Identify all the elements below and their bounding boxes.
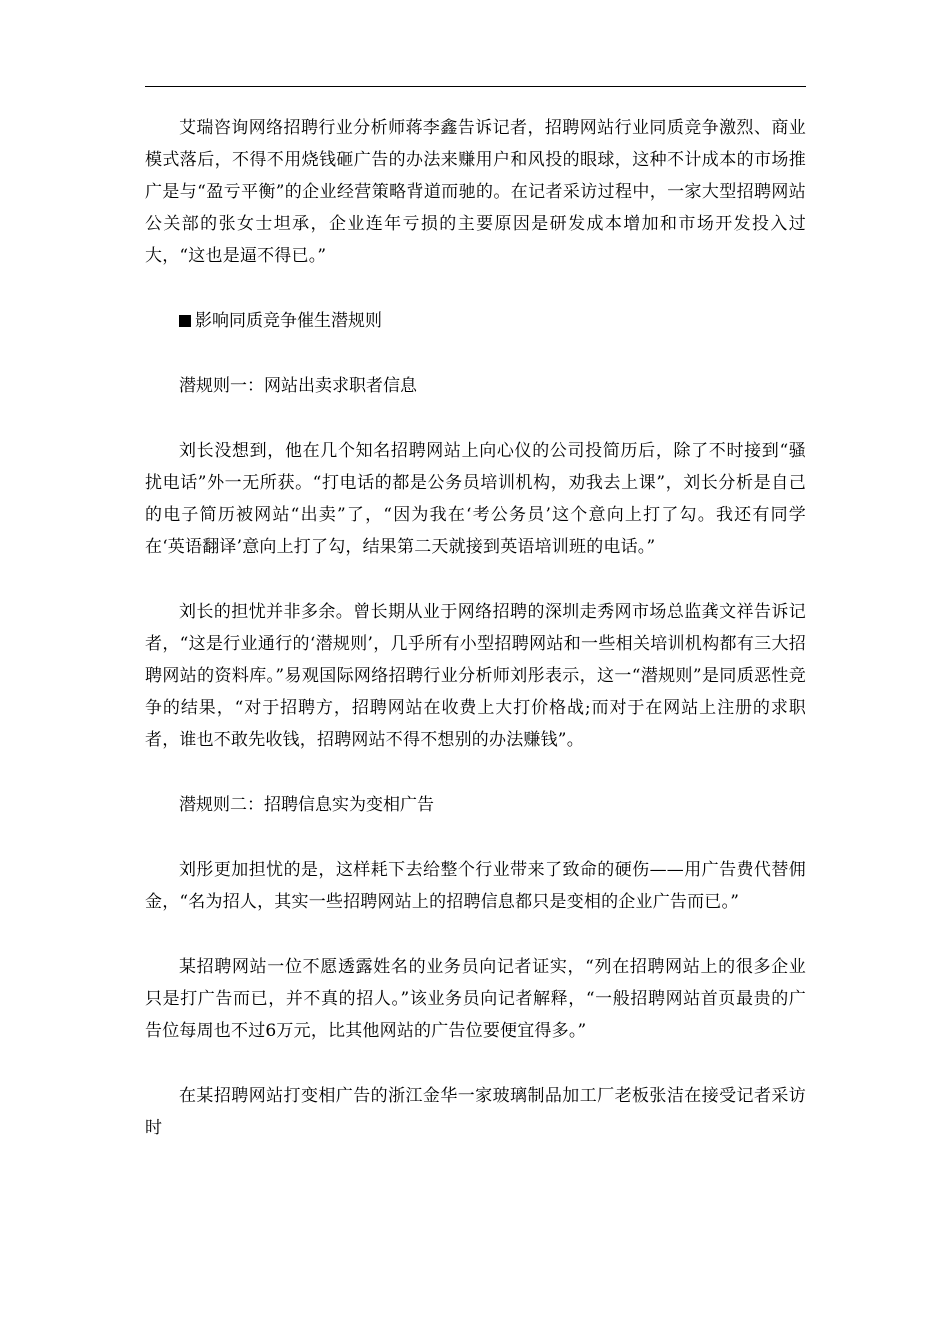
paragraph-gap xyxy=(145,1047,806,1080)
paragraph-6: 在某招聘网站打变相广告的浙江金华一家玻璃制品加工厂老板张洁在接受记者采访时 xyxy=(145,1086,806,1138)
section-heading-text: 影响同质竞争催生潜规则 xyxy=(195,311,382,331)
rule-1-heading: 潜规则一：网站出卖求职者信息 xyxy=(179,376,417,396)
paragraph-gap xyxy=(145,563,806,596)
paragraph-gap xyxy=(145,402,806,435)
paragraph-gap xyxy=(145,821,806,854)
paragraph-4: 刘彤更加担忧的是，这样耗下去给整个行业带来了致命的硬伤——用广告费代替佣金，“名为招人，其实一些招聘网站上的招聘信息都只是变相的企业广告而已。” xyxy=(145,860,806,912)
section-heading xyxy=(145,305,806,337)
paragraph-gap xyxy=(145,272,806,305)
header-rule xyxy=(145,86,806,87)
paragraph-gap xyxy=(145,756,806,789)
paragraph-3: 刘长的担忧并非多余。曾长期从业于网络招聘的深圳走秀网市场总监龚文祥告诉记者，“这是行业通行的‘潜规则’，几乎所有小型招聘网站和一些相关培训机构都有三大招聘网站的资料库。”易观国际网络招聘行业分析师刘彤表示，这一“潜规则”是同质恶性竞争的结果，“对于招聘方，招聘网站在收费上大打价格战;而对于在网站上注册的求职者，谁也不敢先收钱，招聘网站不得不想别的办法赚钱”。 xyxy=(145,602,806,750)
paragraph-5: 某招聘网站一位不愿透露姓名的业务员向记者证实，“列在招聘网站上的很多企业只是打广告而已，并不真的招人。”该业务员向记者解释，“一般招聘网站首页最贵的广告位每周也不过6万元，比其他网站的广告位要便宜得多。” xyxy=(145,957,806,1041)
document-body xyxy=(145,112,806,1144)
paragraph-gap xyxy=(145,337,806,370)
paragraph-gap xyxy=(145,918,806,951)
paragraph-1: 艾瑞咨询网络招聘行业分析师蒋李鑫告诉记者，招聘网站行业同质竞争激烈、商业模式落后，不得不用烧钱砸广告的办法来赚用户和风投的眼球，这种不计成本的市场推广是与“盈亏平衡”的企业经营策略背道而驰的。在记者采访过程中，一家大型招聘网站公关部的张女士坦承，企业连年亏损的主要原因是研发成本增加和市场开发投入过大，“这也是逼不得已。” xyxy=(145,118,806,266)
black-square-icon xyxy=(179,315,191,327)
paragraph-2: 刘长没想到，他在几个知名招聘网站上向心仪的公司投简历后，除了不时接到“骚扰电话”外一无所获。“打电话的都是公务员培训机构，劝我去上课”，刘长分析是自己的电子简历被网站“出卖”了，“因为我在‘考公务员’这个意向上打了勾。我还有同学在‘英语翻译’意向上打了勾，结果第二天就接到英语培训班的电话。” xyxy=(145,441,806,557)
rule-2-heading: 潜规则二：招聘信息实为变相广告 xyxy=(179,795,434,815)
